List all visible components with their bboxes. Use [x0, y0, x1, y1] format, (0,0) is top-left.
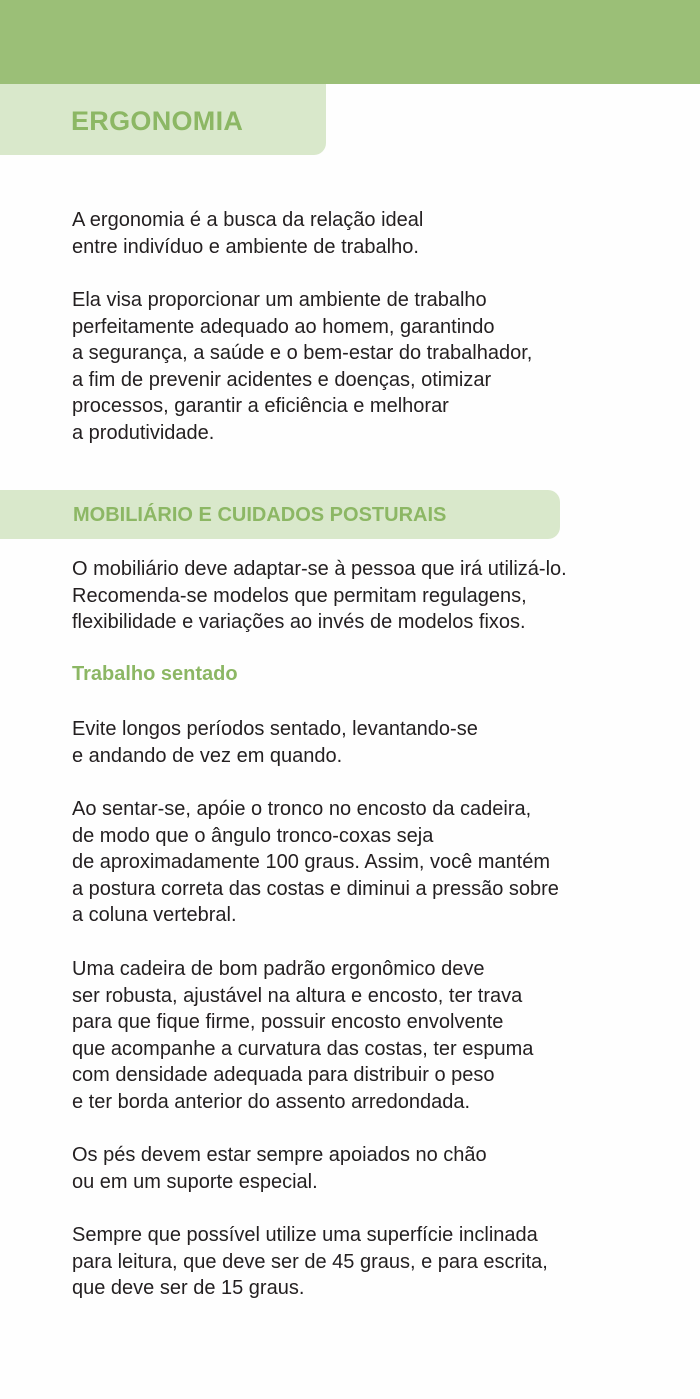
text-line: Uma cadeira de bom padrão ergonômico deve	[72, 958, 485, 980]
text-line: a segurança, a saúde e o bem-estar do trabalhador,	[72, 342, 533, 364]
section-title-ergonomia: ERGONOMIA	[71, 106, 244, 136]
text-line: Ao sentar-se, apóie o tronco no encosto da cadeira,	[72, 798, 532, 820]
text-line: e andando de vez em quando.	[72, 744, 343, 767]
text-line: entre indivíduo e ambiente de trabalho.	[72, 235, 419, 258]
section-title-mobiliario: MOBILIÁRIO E CUIDADOS POSTURAIS	[73, 504, 447, 526]
text-line: a coluna vertebral.	[72, 904, 237, 926]
text-line: Os pés devem estar sempre apoiados no chão	[72, 1144, 487, 1166]
text-line: para que fique firme, possuir encosto envolvente	[72, 1011, 504, 1033]
paragraph-surface	[72, 1222, 548, 1302]
text-line: perfeitamente adequado ao homem, garantindo	[72, 315, 495, 338]
text-line: de modo que o ângulo tronco-coxas seja	[72, 824, 434, 847]
text-line: que acompanhe a curvatura das costas, ter espuma	[72, 1037, 534, 1060]
furniture-paragraph	[72, 556, 567, 636]
paragraph-feet	[72, 1142, 487, 1195]
text-line: a fim de prevenir acidentes e doenças, otimizar	[72, 368, 492, 391]
text-line: Recomenda-se modelos que permitam regulagens,	[72, 584, 527, 607]
text-line: O mobiliário deve adaptar-se à pessoa que irá utilizá-lo.	[72, 558, 567, 580]
text-line: flexibilidade e variações ao invés de modelos fixos.	[72, 611, 526, 633]
text-line: com densidade adequada para distribuir o peso	[72, 1064, 495, 1086]
text-line: A ergonomia é a busca da relação ideal	[72, 209, 424, 231]
section-header-tab	[0, 84, 326, 155]
text-line: a produtividade.	[72, 421, 215, 444]
text-line: ou em um suporte especial.	[72, 1170, 318, 1193]
paragraph-chair	[72, 956, 533, 1115]
purpose-paragraph	[72, 287, 532, 446]
text-line: de aproximadamente 100 graus. Assim, você mantém	[72, 851, 551, 873]
text-line: para leitura, que deve ser de 45 graus, e para escrita,	[72, 1250, 548, 1273]
text-line: Sempre que possível utilize uma superfície inclinada	[72, 1224, 538, 1246]
paragraph-avoid-sitting	[72, 716, 478, 769]
text-line: Evite longos períodos sentado, levantando-se	[72, 718, 478, 740]
text-line: a postura correta das costas e diminui a pressão sobre	[72, 877, 559, 900]
text-line: que deve ser de 15 graus.	[72, 1277, 305, 1299]
text-line: ser robusta, ajustável na altura e encosto, ter trava	[72, 984, 523, 1007]
paragraph-posture	[72, 796, 559, 929]
intro-paragraph	[72, 207, 423, 260]
text-line: Ela visa proporcionar um ambiente de trabalho	[72, 289, 487, 311]
text-line: e ter borda anterior do assento arredondada.	[72, 1090, 471, 1113]
top-color-band	[0, 0, 700, 84]
section-header-tab	[0, 490, 560, 539]
subsection-title-trabalho-sentado: Trabalho sentado	[72, 663, 238, 685]
text-line: processos, garantir a eficiência e melhorar	[72, 395, 449, 417]
